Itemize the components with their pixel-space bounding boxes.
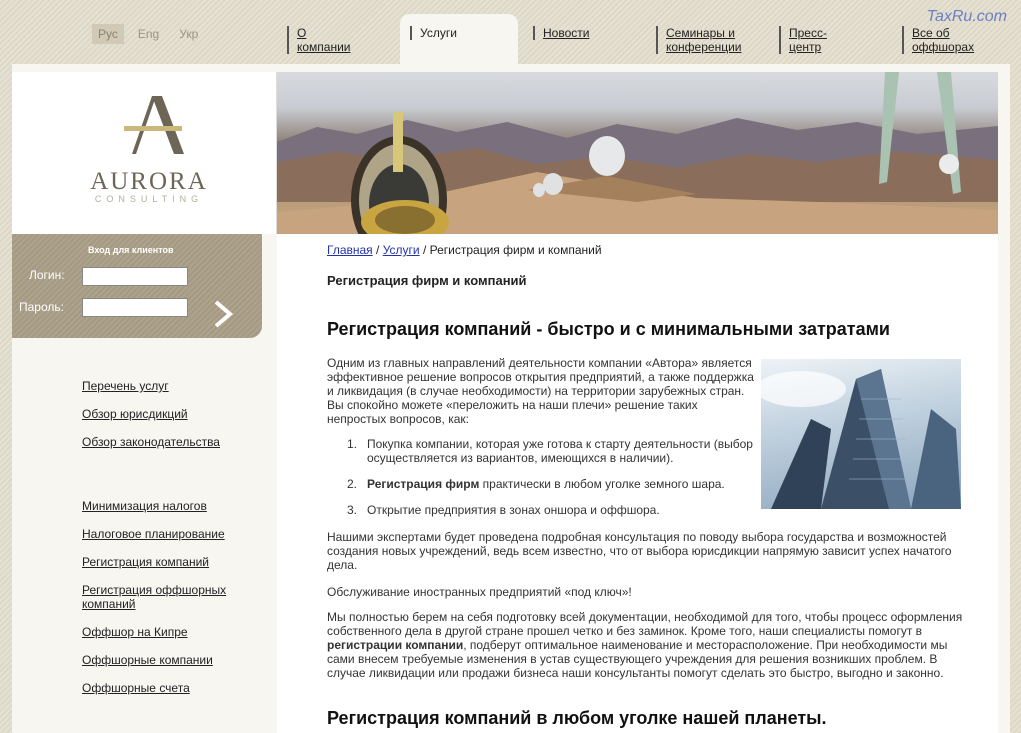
logo-area[interactable] [12,72,277,234]
nav-news-link[interactable]: Новости [543,26,590,40]
login-panel [12,234,262,338]
aurora-logo-icon [122,96,192,156]
sidebar-item-cyprus-offshore[interactable]: Оффшор на Кипре [82,625,188,639]
header-banner [277,72,998,234]
password-input[interactable] [82,298,188,317]
sidebar-item-offshore-registration[interactable]: Регистрация оффшорных компаний [82,583,227,611]
page-title: Регистрация фирм и компаний [327,273,527,288]
services-list [327,437,757,529]
nav-about[interactable] [287,26,351,54]
sidebar-item-services-list[interactable]: Перечень услуг [82,379,169,393]
banner-illustration [277,72,998,234]
skyscraper-illustration [761,359,961,509]
top-bar [0,0,1021,64]
nav-about-link[interactable]: О компании [297,26,351,54]
documentation-paragraph: Мы полностью берем на себя подготовку всей документации, необходимой для того, чтобы процесс оформления собственного дела в другой стране прошел четко и без заминок. Кроме того, наши специалисты помогут в регистрации компании, подберут оптимальное наименование и месторасположение. При необходимости мы сами внесем требуемые изменения в устав существующего учреждения для решения возникших проблем. В случае ликвидации или продажи бизнеса наши консультанты помогут сделать это быстро, выгодно и законно. [327,610,963,680]
lang-en[interactable]: Eng [137,27,160,41]
login-input[interactable] [82,267,188,286]
nav-seminars-link[interactable]: Семинары и конференции [666,26,742,54]
sidebar-item-offshore-accounts[interactable]: Оффшорные счета [82,681,190,695]
turnkey-paragraph: Обслуживание иностранных предприятий «под ключ»! [327,585,632,599]
skyscraper-image [761,359,961,509]
right-margin [998,64,1010,733]
lang-ru[interactable]: Рус [92,24,124,44]
breadcrumb-home[interactable]: Главная [327,243,373,257]
nav-news[interactable] [533,26,589,40]
nav-press[interactable] [779,26,827,54]
header-strip [12,64,1010,72]
nav-offshore-link[interactable]: Все об оффшорах [912,26,975,54]
consultation-paragraph: Нашими экспертами будет проведена подробная консультация по поводу выбора государства и возможностей создания новых учреждений, ведь всем известно, что от выбора юрисдикции напрямую зависит успех начатого дела. [327,530,952,572]
section-heading: Регистрация компаний - быстро и с минимальными затратами [327,319,890,339]
login-submit-arrow-icon[interactable] [212,298,236,330]
login-label: Логин: [29,268,65,282]
left-sidebar [12,234,277,733]
password-label: Пароль: [19,300,64,314]
breadcrumb-services[interactable]: Услуги [382,243,420,257]
nav-seminars[interactable] [656,26,756,54]
sidebar-item-tax-minimization[interactable]: Минимизация налогов [82,499,207,513]
list-item: 1. Покупка компании, которая уже готова к старту деятельности (выбор осуществляется из вариантов, имеющихся в наличии). [346,437,753,465]
list-item: 3. Открытие предприятия в зонах оншора и оффшора. [346,503,660,517]
watermark-logo: TaxRu.com [926,8,1007,25]
language-switcher [92,24,204,44]
breadcrumb-sep: / [376,243,380,257]
nav-press-link[interactable]: Пресс-центр [789,26,827,54]
sidebar-item-jurisdictions[interactable]: Обзор юрисдикций [82,407,188,421]
sidebar-item-legislation[interactable]: Обзор законодательства [82,435,220,449]
logo-subtitle: CONSULTING [94,194,204,204]
sidebar-item-offshore-companies[interactable]: Оффшорные компании [82,653,213,667]
sidebar-menu-primary [82,379,220,449]
sidebar-menu-secondary [82,499,242,695]
logo-name: AURORA [90,168,208,195]
breadcrumb-sep: / [422,243,427,257]
sidebar-item-tax-planning[interactable]: Налоговое планирование [82,527,225,541]
main-content [277,234,998,733]
breadcrumb [327,243,602,257]
login-title: Вход для клиентов [88,245,174,255]
nav-offshore[interactable] [902,26,982,54]
section-heading-2: Регистрация компаний в любом уголке нашей планеты. [327,708,827,728]
nav-services-label[interactable]: Услуги [410,26,457,40]
list-item: 2. Регистрация фирм практически в любом уголке земного шара. [346,477,725,491]
nav-services[interactable] [400,14,518,64]
lang-ua[interactable]: Укр [179,27,199,41]
sidebar-item-company-registration[interactable]: Регистрация компаний [82,555,209,569]
breadcrumb-current: Регистрация фирм и компаний [429,243,602,257]
intro-paragraph: Одним из главных направлений деятельности компании «Автора» является эффективное решение вопросов открытия предприятий, а также поддержка и ликвидация (в случае необходимости) на территории зарубежных стран. Вы спокойно можете «переложить на наши плечи» решение таких непростых вопросов, как: [327,356,754,426]
